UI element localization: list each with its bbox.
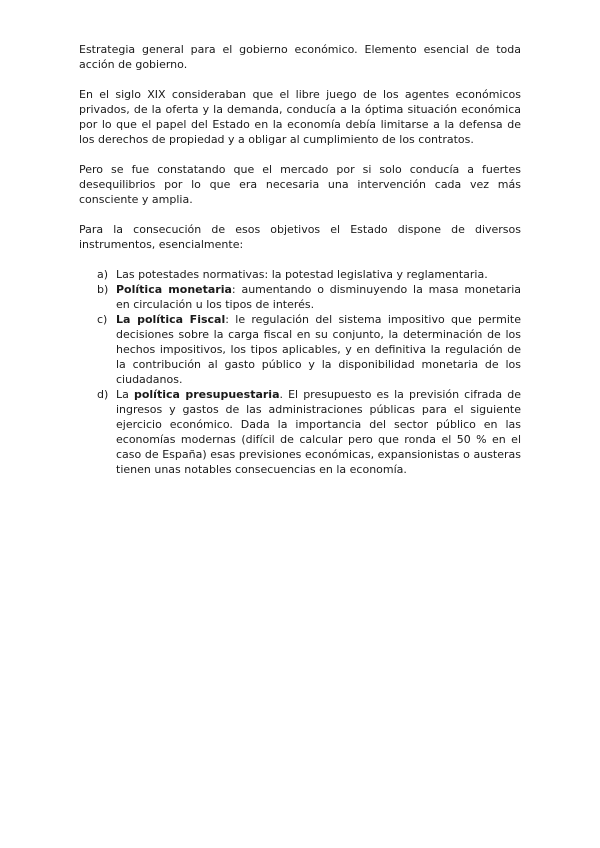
paragraph-intro: Estrategia general para el gobierno económico. Elemento esencial de toda acción de gobierno. [79,43,521,71]
list-item-pre: La [116,388,134,401]
list-item-bold: Política monetaria [116,283,232,296]
list-item-text: : le regulación del sistema impositivo que permite decisiones sobre la carga fiscal en su conjunto, la determinación de los hechos impositivos, los tipos aplicables, y en definitiva la regulación de la contribución al gasto público y la disponibilidad monetaria de los ciudadanos. [116,313,521,386]
list-item-bold: política presupuestaria [133,388,280,401]
list-marker: b) [97,283,109,296]
list-marker: d) [97,388,109,401]
paragraph-instrumentos: Para la consecución de esos objetivos el Estado dispone de diversos instrumentos, esencialmente: [79,223,521,251]
paragraph-mercado: Pero se fue constatando que el mercado por si solo conducía a fuertes desequilibrios por lo que era necesaria una intervención cada vez más consciente y amplia. [79,163,521,206]
list-item-text: . El presupuesto es la previsión cifrada de ingresos y gastos de las administraciones públicas para el siguiente ejercicio económico. Dada la importancia del sector público en las economías modernas (difícil de calcular pero que ronda el 50 % en el caso de España) esas previsiones económicas, expansionistas o austeras tienen unas notables consecuencias en la economía. [116,388,521,476]
instruments-list [79,267,521,477]
list-item-a [79,267,521,282]
list-item-c [79,312,521,387]
list-marker: a) [97,268,109,281]
list-item-text: : aumentando o disminuyendo la masa monetaria en circulación u los tipos de interés. [116,283,521,311]
list-item-d [79,387,521,477]
list-marker: c) [97,313,108,326]
paragraph-siglo-xix: En el siglo XIX consideraban que el libre juego de los agentes económicos privados, de la oferta y la demanda, conducía a la óptima situación económica por lo que el papel del Estado en la economía debía limitarse a la defensa de los derechos de propiedad y a obligar al cumplimiento de los contratos. [79,88,521,146]
list-item-b [79,282,521,312]
document-page [79,42,521,477]
list-item-text: Las potestades normativas: la potestad legislativa y reglamentaria. [116,268,488,281]
list-item-bold: La política Fiscal [116,313,226,326]
